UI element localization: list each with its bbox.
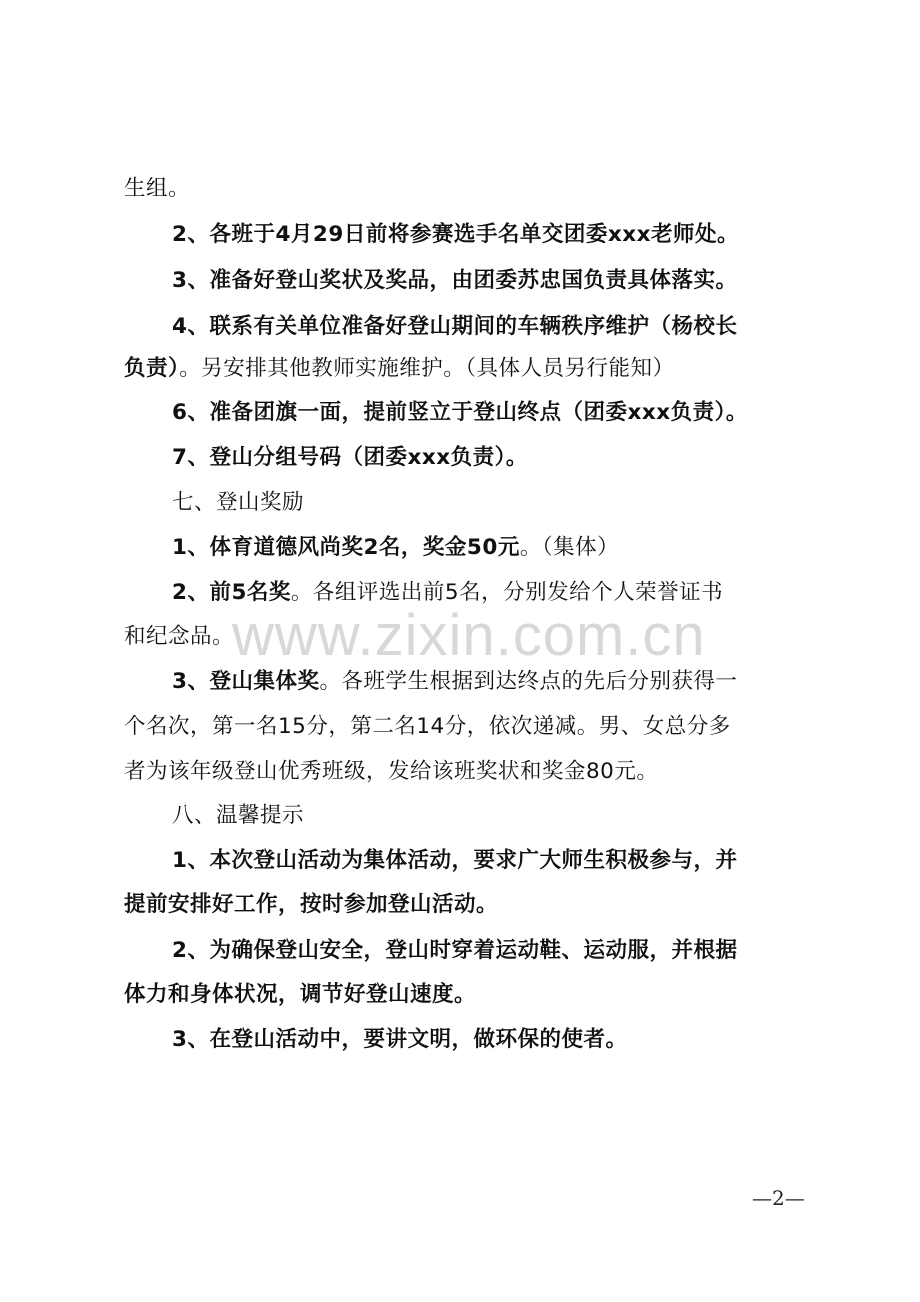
list-item: 2、为确保登山安全，登山时穿着运动鞋、运动服，并根据: [172, 938, 738, 963]
watermark: www.zixin.com.cn: [232, 603, 706, 668]
list-item: 2、各班于4月29日前将参赛选手名单交团委xxx老师处。: [172, 222, 739, 247]
text-line: 和纪念品。: [124, 624, 235, 649]
section-heading: 七、登山奖励: [172, 490, 305, 515]
text-line: 体力和身体状况，调节好登山速度。: [124, 982, 477, 1007]
text-line: 提前安排好工作，按时参加登山活动。: [124, 892, 499, 917]
list-item: 4、联系有关单位准备好登山期间的车辆秩序维护（杨校长: [172, 314, 738, 339]
list-item: 2、前5名奖。各组评选出前5名，分别发给个人荣誉证书: [172, 580, 724, 605]
text-line: 者为该年级登山优秀班级，发给该班奖状和奖金80元。: [124, 759, 659, 784]
page-number: —2—: [752, 1186, 805, 1210]
list-item: 7、登山分组号码（团委xxx负责）。: [172, 445, 528, 470]
text-line: 负责）。另安排其他教师实施维护。（具体人员另行能知）: [124, 356, 675, 381]
section-heading: 八、温馨提示: [172, 803, 305, 828]
list-item: 3、在登山活动中，要讲文明，做环保的使者。: [172, 1027, 628, 1052]
list-item: 1、本次登山活动为集体活动，要求广大师生积极参与，并: [172, 848, 738, 873]
text-line: 生组。: [124, 176, 191, 201]
list-item: 6、准备团旗一面，提前竖立于登山终点（团委xxx负责）。: [172, 400, 748, 425]
list-item: 3、准备好登山奖状及奖品，由团委苏忠国负责具体落实。: [172, 268, 738, 293]
list-item: 1、体育道德风尚奖2名，奖金50元。（集体）: [172, 535, 620, 560]
list-item: 3、登山集体奖。各班学生根据到达终点的先后分别获得一: [172, 669, 738, 694]
text-line: 个名次，第一名15分，第二名14分，依次递减。男、女总分多: [124, 714, 731, 739]
